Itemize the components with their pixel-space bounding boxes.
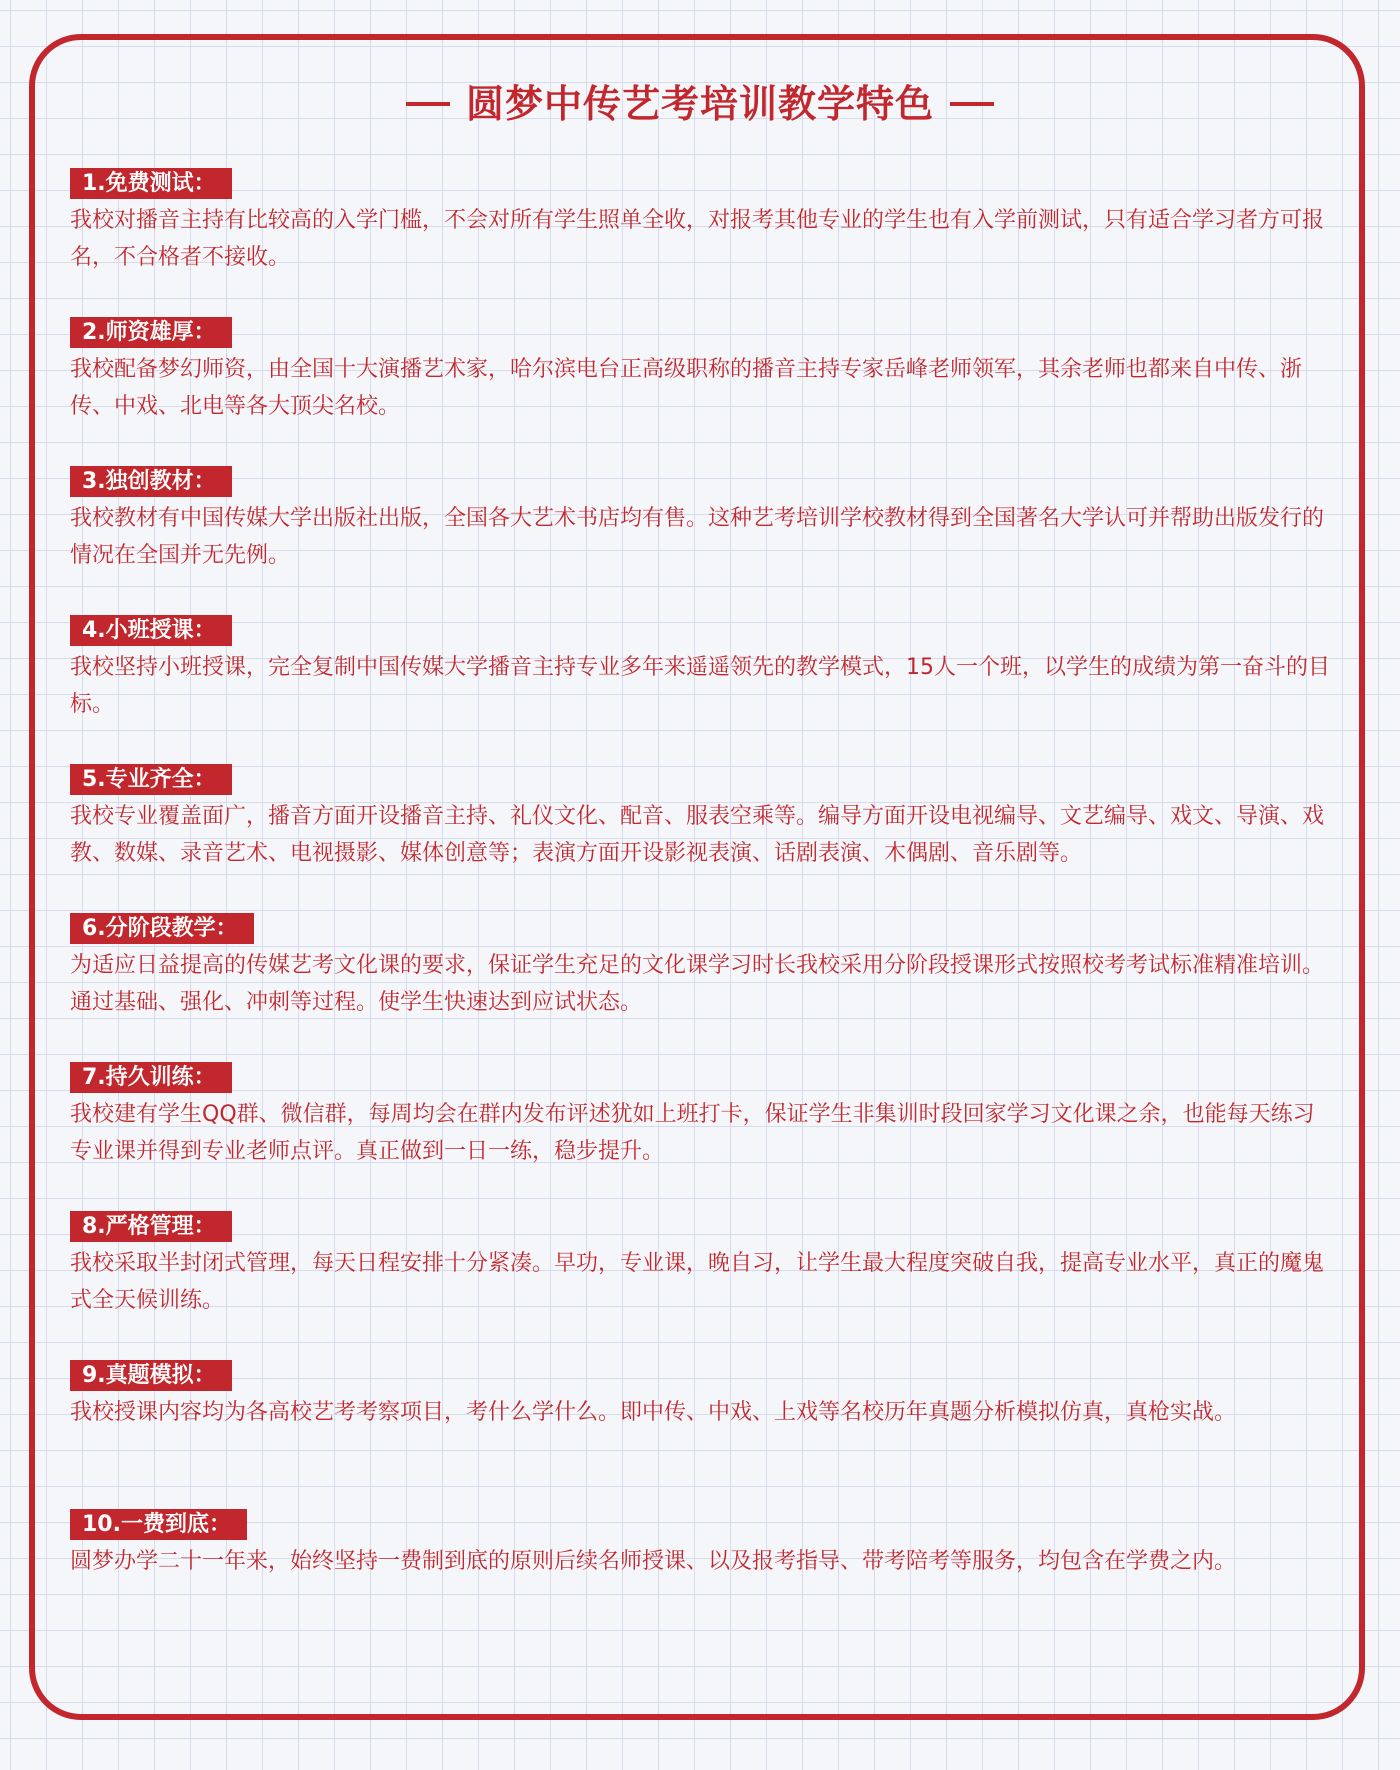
feature-section-4 xyxy=(70,615,1340,764)
feature-heading: 4.小班授课： xyxy=(70,615,232,646)
feature-heading: 7.持久训练： xyxy=(70,1062,232,1093)
feature-heading: 3.独创教材： xyxy=(70,466,232,497)
feature-body: 圆梦办学二十一年来，始终坚持一费制到底的原则后续名师授课、以及报考指导、带考陪考等服务，均包含在学费之内。 xyxy=(70,1549,1237,1574)
title-dash-left xyxy=(406,102,450,106)
feature-section-5 xyxy=(70,764,1340,913)
feature-body: 我校坚持小班授课，完全复制中国传媒大学播音主持专业多年来遥遥领先的教学模式，15人一个班，以学生的成绩为第一奋斗的目标。 xyxy=(70,655,1330,717)
feature-section-2 xyxy=(70,317,1340,466)
feature-body: 我校采取半封闭式管理，每天日程安排十分紧凑。早功，专业课，晚自习，让学生最大程度突破自我，提高专业水平，真正的魔鬼式全天候训练。 xyxy=(70,1251,1325,1313)
page-title xyxy=(0,76,1400,132)
feature-body: 我校对播音主持有比较高的入学门槛，不会对所有学生照单全收，对报考其他专业的学生也有入学前测试，只有适合学习者方可报名，不合格者不接收。 xyxy=(70,208,1325,270)
feature-section-3 xyxy=(70,466,1340,615)
feature-body: 我校专业覆盖面广，播音方面开设播音主持、礼仪文化、配音、服表空乘等。编导方面开设电视编导、文艺编导、戏文、导演、戏教、数媒、录音艺术、电视摄影、媒体创意等；表演方面开设影视表演、话剧表演、木偶剧、音乐剧等。 xyxy=(70,804,1325,866)
feature-section-7 xyxy=(70,1062,1340,1211)
feature-heading: 2.师资雄厚： xyxy=(70,317,232,348)
feature-heading: 10.一费到底： xyxy=(70,1509,247,1540)
feature-body: 我校教材有中国传媒大学出版社出版，全国各大艺术书店均有售。这种艺考培训学校教材得到全国著名大学认可并帮助出版发行的情况在全国并无先例。 xyxy=(70,506,1325,568)
page-title-text: 圆梦中传艺考培训教学特色 xyxy=(465,82,934,126)
feature-body: 我校建有学生QQ群、微信群，每周均会在群内发布评述犹如上班打卡，保证学生非集训时段回家学习文化课之余，也能每天练习专业课并得到专业老师点评。真正做到一日一练，稳步提升。 xyxy=(70,1102,1315,1164)
feature-list xyxy=(70,168,1340,1658)
feature-heading: 1.免费测试： xyxy=(70,168,232,199)
feature-section-9 xyxy=(70,1360,1340,1509)
feature-heading: 6.分阶段教学： xyxy=(70,913,254,944)
feature-section-6 xyxy=(70,913,1340,1062)
feature-heading: 9.真题模拟： xyxy=(70,1360,232,1391)
feature-heading: 8.严格管理： xyxy=(70,1211,232,1242)
feature-section-8 xyxy=(70,1211,1340,1360)
feature-body: 我校授课内容均为各高校艺考考察项目，考什么学什么。即中传、中戏、上戏等名校历年真题分析模拟仿真，真枪实战。 xyxy=(70,1400,1237,1425)
title-dash-right xyxy=(950,102,994,106)
feature-body: 我校配备梦幻师资，由全国十大演播艺术家，哈尔滨电台正高级职称的播音主持专家岳峰老师领军，其余老师也都来自中传、浙传、中戏、北电等各大顶尖名校。 xyxy=(70,357,1303,419)
feature-heading: 5.专业齐全： xyxy=(70,764,232,795)
feature-section-1 xyxy=(70,168,1340,317)
feature-body: 为适应日益提高的传媒艺考文化课的要求，保证学生充足的文化课学习时长我校采用分阶段授课形式按照校考考试标准精准培训。通过基础、强化、冲刺等过程。使学生快速达到应试状态。 xyxy=(70,953,1325,1015)
feature-section-10 xyxy=(70,1509,1340,1658)
